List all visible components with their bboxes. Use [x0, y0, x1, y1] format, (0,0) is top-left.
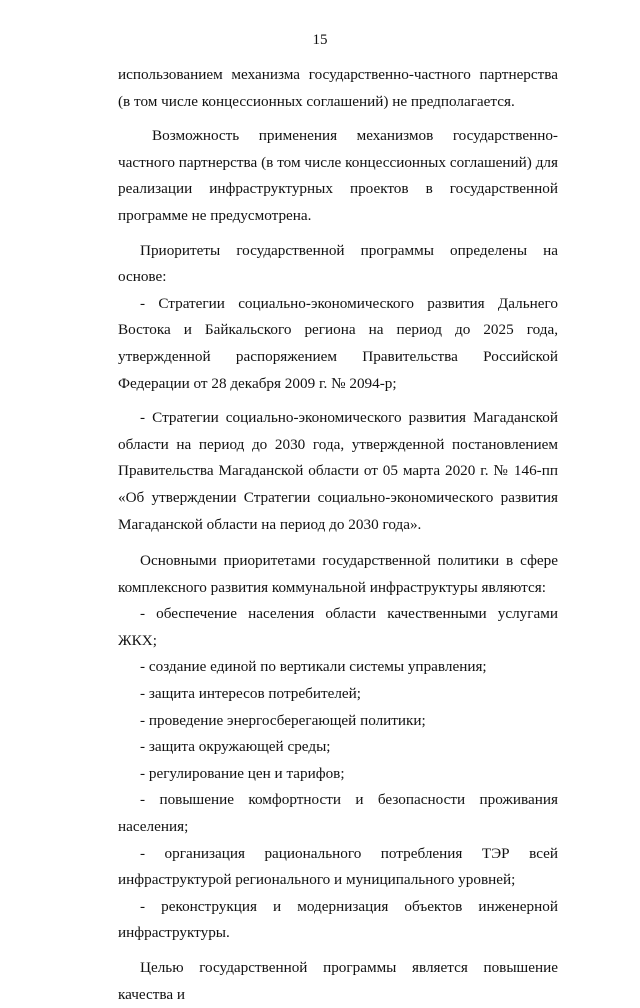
list-item-far-east-strategy: - Стратегии социально-экономического развития Дальнего Востока и Байкальского региона на период до 2025 года, утвержденной распоряжением Правительства Российской Федерации от 28 декабря 2009 г. № 2094-р; [118, 294, 558, 392]
paragraph-ppp-continuation: использованием механизма государственно-частного партнерства (в том числе концессионных соглашений) не предполагается. [118, 66, 558, 110]
list-item-priority: - создание единой по вертикали системы управления; [140, 658, 487, 676]
document-body [118, 62, 558, 1008]
list-item-magadan-strategy: - Стратегии социально-экономического развития Магаданской области на период до 2030 года, утвержденной постановлением Правительства Магаданской области от 05 марта 2020 г. № 146-пп «Об утверждении Стратегии социально-экономического развития Магаданской области на период до 2030 года». [118, 409, 558, 533]
paragraph-main-priorities: Основными приоритетами государственной политики в сфере комплексного развития коммунальной инфраструктуры являются: [118, 552, 558, 596]
list-item-priority: - реконструкция и модернизация объектов инженерной инфраструктуры. [118, 897, 558, 942]
page-number: 15 [312, 32, 328, 48]
list-item-priority: - защита окружающей среды; [140, 738, 331, 756]
list-item-priority: - организация рационального потребления ТЭР всей инфраструктурой регионального и муниципального уровней; [118, 844, 558, 889]
list-item-priority: - проведение энергосберегающей политики; [140, 711, 426, 729]
list-item-priority: - повышение комфортности и безопасности проживания населения; [118, 791, 558, 836]
list-item-priority: - защита интересов потребителей; [140, 685, 362, 703]
paragraph-ppp-possibility: Возможность применения механизмов государственно-частного партнерства (в том числе концессионных соглашений) для реализации инфраструктурных проектов в государственной программе не предусмотрена. [118, 127, 558, 224]
paragraph-program-goal: Целью государственной программы является повышение качества и [118, 959, 558, 1003]
list-item-priority: - регулирование цен и тарифов; [140, 764, 345, 782]
paragraph-priorities-basis: Приоритеты государственной программы определены на основе: [118, 241, 558, 286]
list-item-priority: - обеспечение населения области качественными услугами ЖКХ; [118, 605, 558, 649]
